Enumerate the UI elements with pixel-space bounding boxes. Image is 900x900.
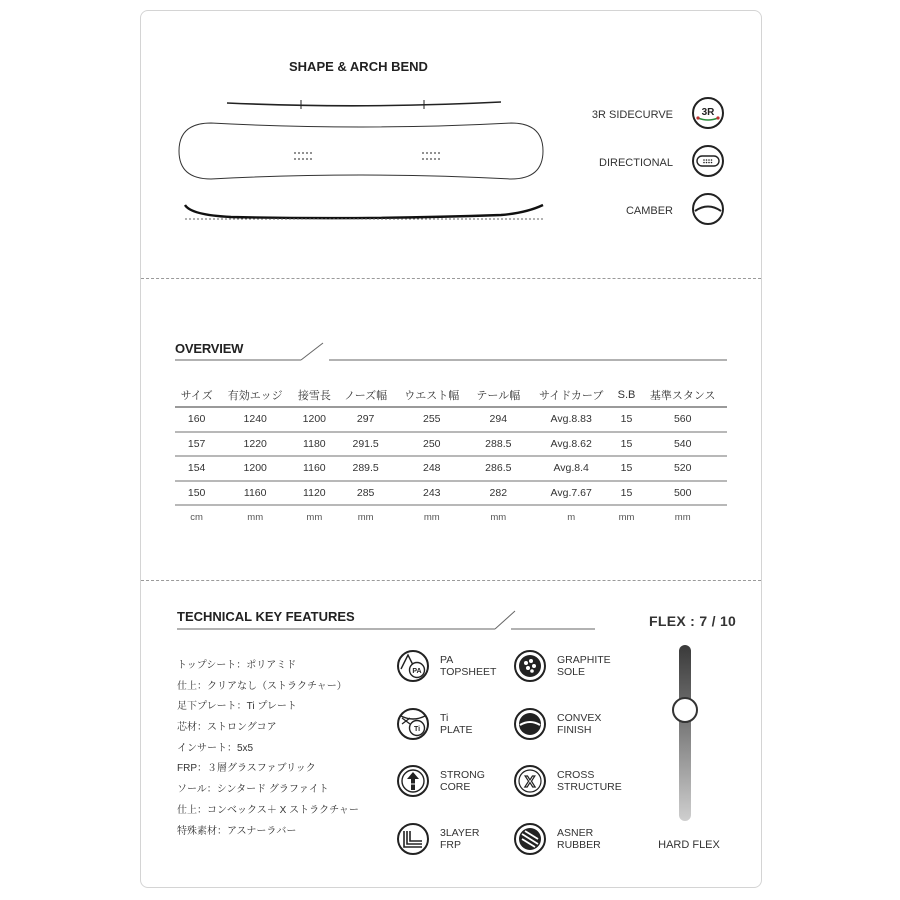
feature-3layer-frp	[396, 822, 526, 862]
board-profile-diagram	[171, 93, 551, 233]
table-cell: Avg.7.67	[528, 481, 615, 506]
feature-label: CONVEX FINISH	[557, 712, 602, 736]
unit-cell: mm	[490, 512, 507, 523]
table-cell: Avg.8.83	[528, 407, 615, 432]
feature-ti-plate	[396, 707, 526, 747]
svg-text:Ti: Ti	[413, 726, 421, 733]
overview-title: OVERVIEW	[175, 341, 244, 356]
table-cell: Avg.8.62	[528, 432, 615, 457]
asner-rubber-icon	[513, 822, 547, 856]
table-cell: 294	[469, 407, 528, 432]
flex-scale-marker	[672, 697, 698, 723]
col-sidecut: サイドカーブ	[528, 383, 615, 407]
unit-cell: cm	[190, 512, 203, 523]
table-cell: 255	[395, 407, 469, 432]
table-cell: 285	[337, 481, 395, 506]
feature-label: Ti PLATE	[440, 712, 473, 736]
list-item: 仕上：クリアなし（ストラクチャー）	[177, 680, 347, 692]
table-cell: 282	[469, 481, 528, 506]
table-cell: 500	[638, 481, 727, 506]
pa-topsheet-icon	[396, 649, 430, 683]
table-cell: 15	[615, 407, 639, 432]
table-cell: 540	[638, 432, 727, 457]
unit-cell: mm	[618, 512, 635, 523]
table-row	[175, 456, 727, 481]
list-item: 芯材：ストロングコア	[177, 722, 277, 734]
shape-title: SHAPE & ARCH BEND	[289, 59, 428, 74]
table-unit-row	[175, 505, 727, 529]
unit-cell: mm	[674, 512, 691, 523]
table-cell: 1240	[218, 407, 292, 432]
col-contact-length: 接雪長	[292, 383, 336, 407]
table-cell: 15	[615, 481, 639, 506]
table-cell: 157	[175, 432, 218, 457]
overview-title-rule	[173, 341, 729, 365]
col-stance: 基準スタンス	[638, 383, 727, 407]
table-cell: 1160	[292, 456, 336, 481]
strong-core-icon	[396, 764, 430, 798]
svg-text:3R: 3R	[701, 107, 715, 118]
table-cell: 286.5	[469, 456, 528, 481]
svg-text:PA: PA	[412, 668, 422, 675]
table-cell: 291.5	[337, 432, 395, 457]
list-item: トップシート：ポリアミド	[177, 660, 297, 671]
spec-sheet-card	[140, 10, 762, 888]
feature-label: STRONG CORE	[440, 769, 485, 793]
unit-cell: mm	[357, 512, 374, 523]
unit-cell: m	[567, 512, 576, 523]
list-item: ソール：シンタード グラファイト	[177, 784, 329, 796]
camber-label: CAMBER	[625, 205, 673, 217]
feature-cross-structure	[513, 764, 643, 804]
flex-description: HARD FLEX	[658, 839, 720, 851]
list-item: 足下プレート：Ti プレート	[177, 701, 297, 713]
feature-convex-finish	[513, 707, 643, 747]
col-waist-width: ウエスト幅	[395, 383, 469, 407]
col-effective-edge: 有効エッジ	[218, 383, 292, 407]
list-item: FRP：３層グラスファブリック	[177, 763, 316, 775]
feature-asner-rubber	[513, 822, 643, 862]
table-row	[175, 481, 727, 506]
col-nose-width: ノーズ幅	[337, 383, 395, 407]
table-cell: 15	[615, 456, 639, 481]
sidecurve-label: 3R SIDECURVE	[591, 109, 673, 121]
directional-icon	[691, 144, 725, 178]
svg-text:X: X	[524, 774, 536, 791]
table-cell: Avg.8.4	[528, 456, 615, 481]
unit-cell: mm	[306, 512, 323, 523]
table-cell: 250	[395, 432, 469, 457]
camber-icon	[691, 192, 725, 226]
sidecurve-3r-icon	[691, 96, 725, 130]
table-cell: 288.5	[469, 432, 528, 457]
section-divider	[141, 580, 761, 581]
table-cell: 150	[175, 481, 218, 506]
three-layer-frp-icon	[396, 822, 430, 856]
material-spec-list	[177, 656, 359, 842]
table-cell: 160	[175, 407, 218, 432]
table-row	[175, 407, 727, 432]
flex-scale-track	[679, 645, 691, 821]
feature-strong-core	[396, 764, 526, 804]
col-size: サイズ	[175, 383, 218, 407]
section-divider	[141, 278, 761, 279]
table-cell: 243	[395, 481, 469, 506]
feature-pa-topsheet	[396, 649, 526, 689]
table-cell: 1200	[292, 407, 336, 432]
table-cell: 248	[395, 456, 469, 481]
flex-rating-title: FLEX : 7 / 10	[649, 613, 737, 629]
ti-plate-icon	[396, 707, 430, 741]
list-item: インサート：5x5	[177, 742, 254, 754]
table-row	[175, 432, 727, 457]
feature-label: CROSS STRUCTURE	[557, 769, 622, 793]
graphite-sole-icon	[513, 649, 547, 683]
feature-label: PA TOPSHEET	[440, 654, 497, 678]
cross-structure-icon	[513, 764, 547, 798]
col-tail-width: テール幅	[469, 383, 528, 407]
table-cell: 1200	[218, 456, 292, 481]
feature-label: ASNER RUBBER	[557, 827, 601, 851]
table-cell: 1120	[292, 481, 336, 506]
unit-cell: mm	[247, 512, 264, 523]
directional-label: DIRECTIONAL	[599, 157, 673, 169]
size-spec-table	[175, 383, 727, 529]
feature-label: 3LAYER FRP	[440, 827, 480, 851]
table-cell: 1160	[218, 481, 292, 506]
table-header-row	[175, 383, 727, 407]
list-item: 仕上：コンベックス＋ X ストラクチャー	[177, 804, 359, 816]
feature-label: GRAPHITE SOLE	[557, 654, 611, 678]
convex-finish-icon	[513, 707, 547, 741]
table-cell: 520	[638, 456, 727, 481]
list-item: 特殊素材：アスナーラバー	[177, 825, 297, 837]
col-setback: S.B	[615, 383, 639, 407]
table-cell: 154	[175, 456, 218, 481]
unit-cell: mm	[423, 512, 440, 523]
tech-title-rule	[175, 609, 597, 633]
table-cell: 289.5	[337, 456, 395, 481]
table-cell: 297	[337, 407, 395, 432]
table-cell: 1220	[218, 432, 292, 457]
feature-graphite-sole	[513, 649, 643, 689]
table-cell: 560	[638, 407, 727, 432]
table-cell: 1180	[292, 432, 336, 457]
table-cell: 15	[615, 432, 639, 457]
tech-features-title: TECHNICAL KEY FEATURES	[177, 609, 355, 624]
